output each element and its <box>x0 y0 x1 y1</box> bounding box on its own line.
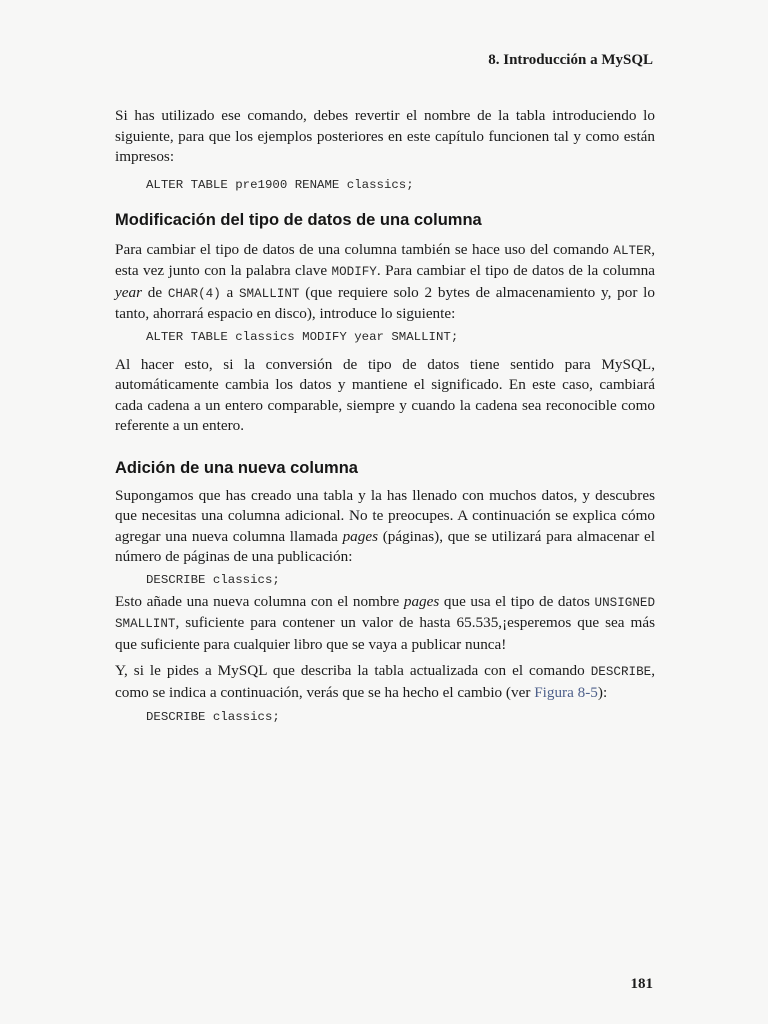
text-run: a <box>220 283 239 301</box>
modify-paragraph-1 <box>115 240 655 325</box>
inline-code-smallint: SMALLINT <box>239 286 300 301</box>
inline-code-describe: DESCRIBE <box>590 665 652 679</box>
text-run: , esta vez junto con la palabra clave <box>115 240 655 279</box>
section-heading-modify: Modificación del tipo de datos de una columna <box>115 210 482 229</box>
italic-pages: pages <box>403 592 440 610</box>
code-block-describe: DESCRIBE classics; <box>146 710 280 724</box>
section-heading-add: Adición de una nueva columna <box>115 458 358 477</box>
text-run: Esto añade una nueva columna con el nombre <box>115 592 404 610</box>
intro-paragraph: Si has utilizado ese comando, debes revertir el nombre de la tabla introduciendo lo siguiente, para que los ejemplos posteriores en este capítulo funcionen tal y como están impresos: <box>115 107 655 165</box>
text-run: Para cambiar el tipo de datos de una columna también se hace uso del comando <box>115 240 614 258</box>
text-run: Y, si le pides a MySQL que describa la tabla actualizada con el comando <box>115 662 591 679</box>
inline-code-char4: CHAR(4) <box>167 286 221 301</box>
add-paragraph-3 <box>115 661 655 703</box>
code-block-add-column: DESCRIBE classics; <box>146 572 280 587</box>
code-block-modify: ALTER TABLE classics MODIFY year SMALLINT; <box>146 329 459 344</box>
text-run: (páginas), que se utilizará para almacenar el número de páginas de una publicación: <box>115 527 655 565</box>
code-block-rename: ALTER TABLE pre1900 RENAME classics; <box>146 177 414 192</box>
text-run: . Para cambiar el tipo de datos de la columna <box>376 262 655 279</box>
add-paragraph-1 <box>115 486 655 568</box>
text-run: de <box>142 283 168 301</box>
text-run: ): <box>597 683 608 701</box>
inline-code-modify: MODIFY <box>331 265 377 279</box>
text-run: , suficiente para contener un valor de hasta 65.535,¡esperemos que sea más que suficiente para cualquier libro que se vaya a publicar nunca! <box>115 614 655 653</box>
inline-code-alter: ALTER <box>613 243 652 258</box>
modify-paragraph-2: Al hacer esto, si la conversión de tipo de datos tiene sentido para MySQL, automáticamente cambia los datos y mantiene el significado. En este caso, cambiará cada cadena a un entero comparable, siempre y cuando la cadena sea reconocible como referente a un entero. <box>115 355 655 434</box>
figure-reference-link[interactable]: Figura 8-5 <box>534 683 598 701</box>
page-number: 181 <box>630 976 653 992</box>
inline-code-unsigned-smallint: UNSIGNED SMALLINT <box>115 595 656 631</box>
text-run: que usa el tipo de datos <box>439 592 595 610</box>
italic-pages: pages <box>342 527 378 545</box>
page-content <box>115 106 655 725</box>
text-run: , como se indica a continuación, verás que se ha hecho el cambio (ver <box>115 662 655 701</box>
running-head: 8. Introducción a MySQL <box>488 52 653 68</box>
text-run: Supongamos que has creado una tabla y la has llenado con muchos datos, y descubres que necesitas una columna adicional. No te preocupes. A continuación se explica cómo agregar una nueva columna llamada <box>115 486 655 545</box>
text-run: (que requiere solo 2 bytes de almacenamiento y, por lo tanto, ahorrará espacio en disco), introduce lo siguiente: <box>115 283 655 322</box>
italic-year: year <box>115 283 142 301</box>
add-paragraph-2 <box>115 592 655 656</box>
